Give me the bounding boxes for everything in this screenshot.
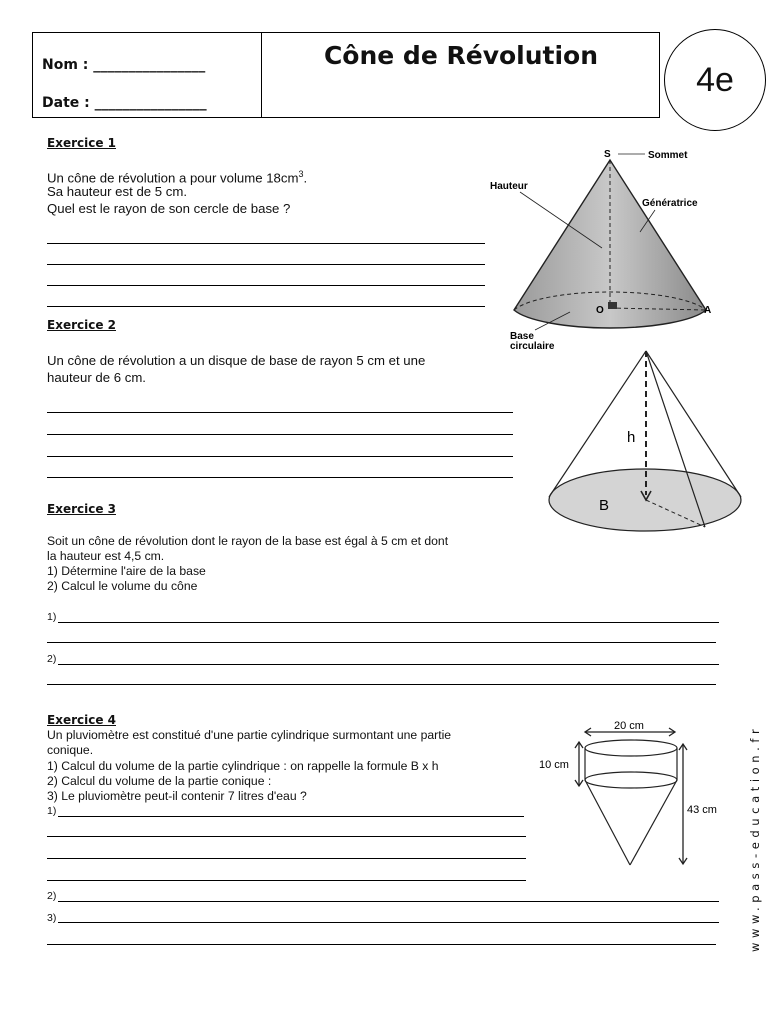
watermark-text: www.pass-education.fr <box>748 724 762 952</box>
answer-line <box>47 836 526 837</box>
apex-label: S <box>604 149 611 160</box>
answer-label-1: 1) <box>47 805 57 817</box>
answer-line <box>58 622 719 623</box>
answer-line <box>47 684 716 685</box>
exercise-3-line-4: 2) Calcul le volume du cône <box>47 579 198 593</box>
watermark <box>744 724 764 952</box>
answer-line <box>47 306 485 307</box>
exercise-3-line-3: 1) Détermine l'aire de la base <box>47 564 206 578</box>
answer-line <box>47 285 485 286</box>
cylinder-height-label: 10 cm <box>539 759 569 771</box>
cone-left <box>585 780 630 865</box>
page-title: Cône de Révolution <box>323 41 599 70</box>
cylinder-top <box>585 740 677 756</box>
total-height-label: 43 cm <box>687 804 717 816</box>
name-field: Nom : ________________ <box>42 57 206 73</box>
base-label-2: circulaire <box>510 341 555 352</box>
exercise-2-title: Exercice 2 <box>47 318 116 332</box>
answer-line <box>47 434 513 435</box>
exercise-4-line-5: 3) Le pluviomètre peut-il contenir 7 litres d'eau ? <box>47 789 307 803</box>
cone-right <box>630 780 677 865</box>
header-box <box>32 32 660 118</box>
cone-figure-2 <box>545 345 745 535</box>
answer-line <box>58 901 719 902</box>
answer-line <box>58 922 719 923</box>
answer-line <box>47 880 526 881</box>
grade-badge: 4e <box>664 29 766 131</box>
answer-label-2: 2) <box>47 653 57 665</box>
height-label: h <box>627 429 636 446</box>
center-label: O <box>596 305 604 316</box>
exercise-3-line-2: la hauteur est 4,5 cm. <box>47 549 165 563</box>
generatrice-label: Génératrice <box>642 198 698 209</box>
rain-gauge-figure <box>535 718 717 870</box>
exercise-4-title: Exercice 4 <box>47 713 116 727</box>
exercise-4-line-4: 2) Calcul du volume de la partie conique : <box>47 774 272 788</box>
answer-line <box>58 664 719 665</box>
answer-label-1: 1) <box>47 611 57 623</box>
right-angle-mark <box>608 302 617 309</box>
answer-line <box>47 243 485 244</box>
date-field: Date : ________________ <box>42 95 207 111</box>
exercise-4-line-3: 1) Calcul du volume de la partie cylindrique : on rappelle la formule B x h <box>47 759 439 773</box>
answer-line <box>47 456 513 457</box>
cylinder-bottom <box>585 772 677 788</box>
exercise-4-line-1: Un pluviomètre est constitué d'une partie cylindrique surmontant une partie <box>47 728 452 742</box>
exercise-1-line-1: Un cône de révolution a pour volume $18cm^3$. <box>47 169 308 186</box>
answer-line <box>47 477 513 478</box>
base-ellipse <box>549 469 741 531</box>
answer-label-2: 2) <box>47 890 57 902</box>
exercise-4-line-2: conique. <box>47 743 94 757</box>
answer-line <box>47 412 513 413</box>
cone-figure-1 <box>490 140 740 350</box>
point-a-label: A <box>704 305 712 316</box>
exercise-1-line-3: Quel est le rayon de son cercle de base ? <box>47 201 291 216</box>
answer-line <box>47 264 485 265</box>
answer-line <box>47 858 526 859</box>
exercise-3-line-1: Soit un cône de révolution dont le rayon de la base est égal à 5 cm et dont <box>47 534 449 548</box>
width-label: 20 cm <box>614 720 644 732</box>
exercise-1-line-2: Sa hauteur est de 5 cm. <box>47 184 188 199</box>
exercise-2-line-1: Un cône de révolution a un disque de base de rayon 5 cm et une <box>47 353 426 368</box>
exercise-3-title: Exercice 3 <box>47 502 116 516</box>
hauteur-label: Hauteur <box>490 181 528 192</box>
sommet-label: Sommet <box>648 150 688 161</box>
answer-line <box>58 816 524 817</box>
base-label: Base <box>510 331 534 342</box>
answer-line <box>47 944 716 945</box>
exercise-2-line-2: hauteur de 6 cm. <box>47 370 146 385</box>
answer-line <box>47 642 716 643</box>
exercise-1-title: Exercice 1 <box>47 136 116 150</box>
base-area-label: B <box>599 497 610 514</box>
answer-label-3: 3) <box>47 912 57 924</box>
